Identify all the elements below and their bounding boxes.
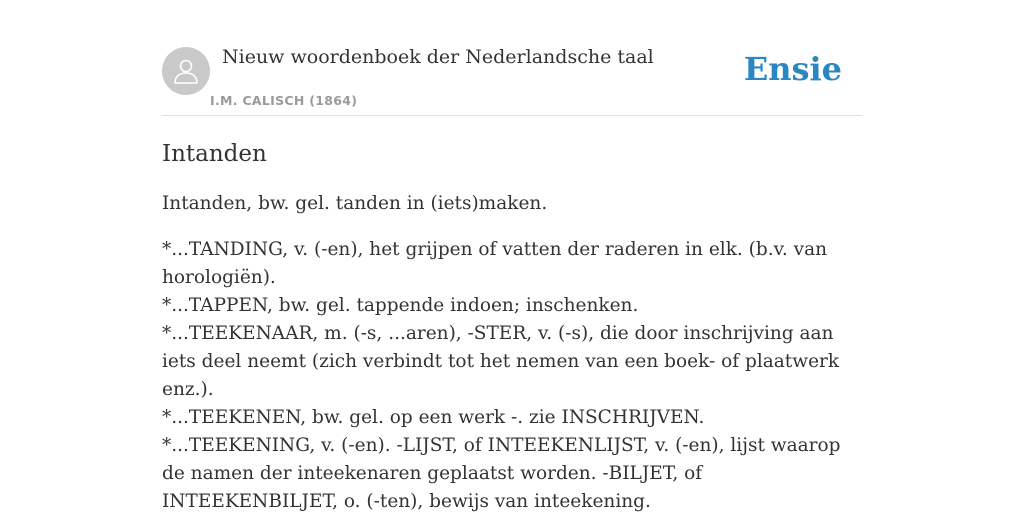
book-title[interactable]: Nieuw woordenboek der Nederlandsche taal [222, 46, 654, 68]
author-name[interactable]: I.M. CALISCH (1864) [210, 93, 358, 108]
entry-item: *...TEEKENING, v. (-en). -LIJST, of INTEEKENLIJST, v. (-en), lijst waarop de namen der inteekenaren geplaatst worden. -BILJET, of INTEEKENBILJET, o. (-ten), bewijs van inteekening. [162, 435, 841, 512]
entry-item: *...TEEKENAAR, m. (-s, ...aren), -STER, v. (-s), die door inschrijving aan iets deel neemt (zich verbindt tot het nemen van een boek- of plaatwerk enz.). [162, 323, 840, 400]
avatar[interactable] [162, 47, 210, 95]
entry-item: *...TAPPEN, bw. gel. tappende indoen; inschenken. [162, 295, 639, 316]
entry-list [162, 236, 862, 516]
header-divider [162, 115, 862, 116]
ensie-logo[interactable]: Ensie [743, 50, 842, 88]
entry-item: *...TEEKENEN, bw. gel. op een werk -. zie INSCHRIJVEN. [162, 407, 705, 428]
header [162, 0, 862, 116]
headword: Intanden [162, 141, 267, 167]
article [162, 138, 862, 516]
definition: Intanden, bw. gel. tanden in (iets)maken. [162, 193, 548, 214]
person-icon [170, 55, 202, 87]
entry-item: *...TANDING, v. (-en), het grijpen of vatten der raderen in elk. (b.v. van horologiën). [162, 239, 828, 288]
